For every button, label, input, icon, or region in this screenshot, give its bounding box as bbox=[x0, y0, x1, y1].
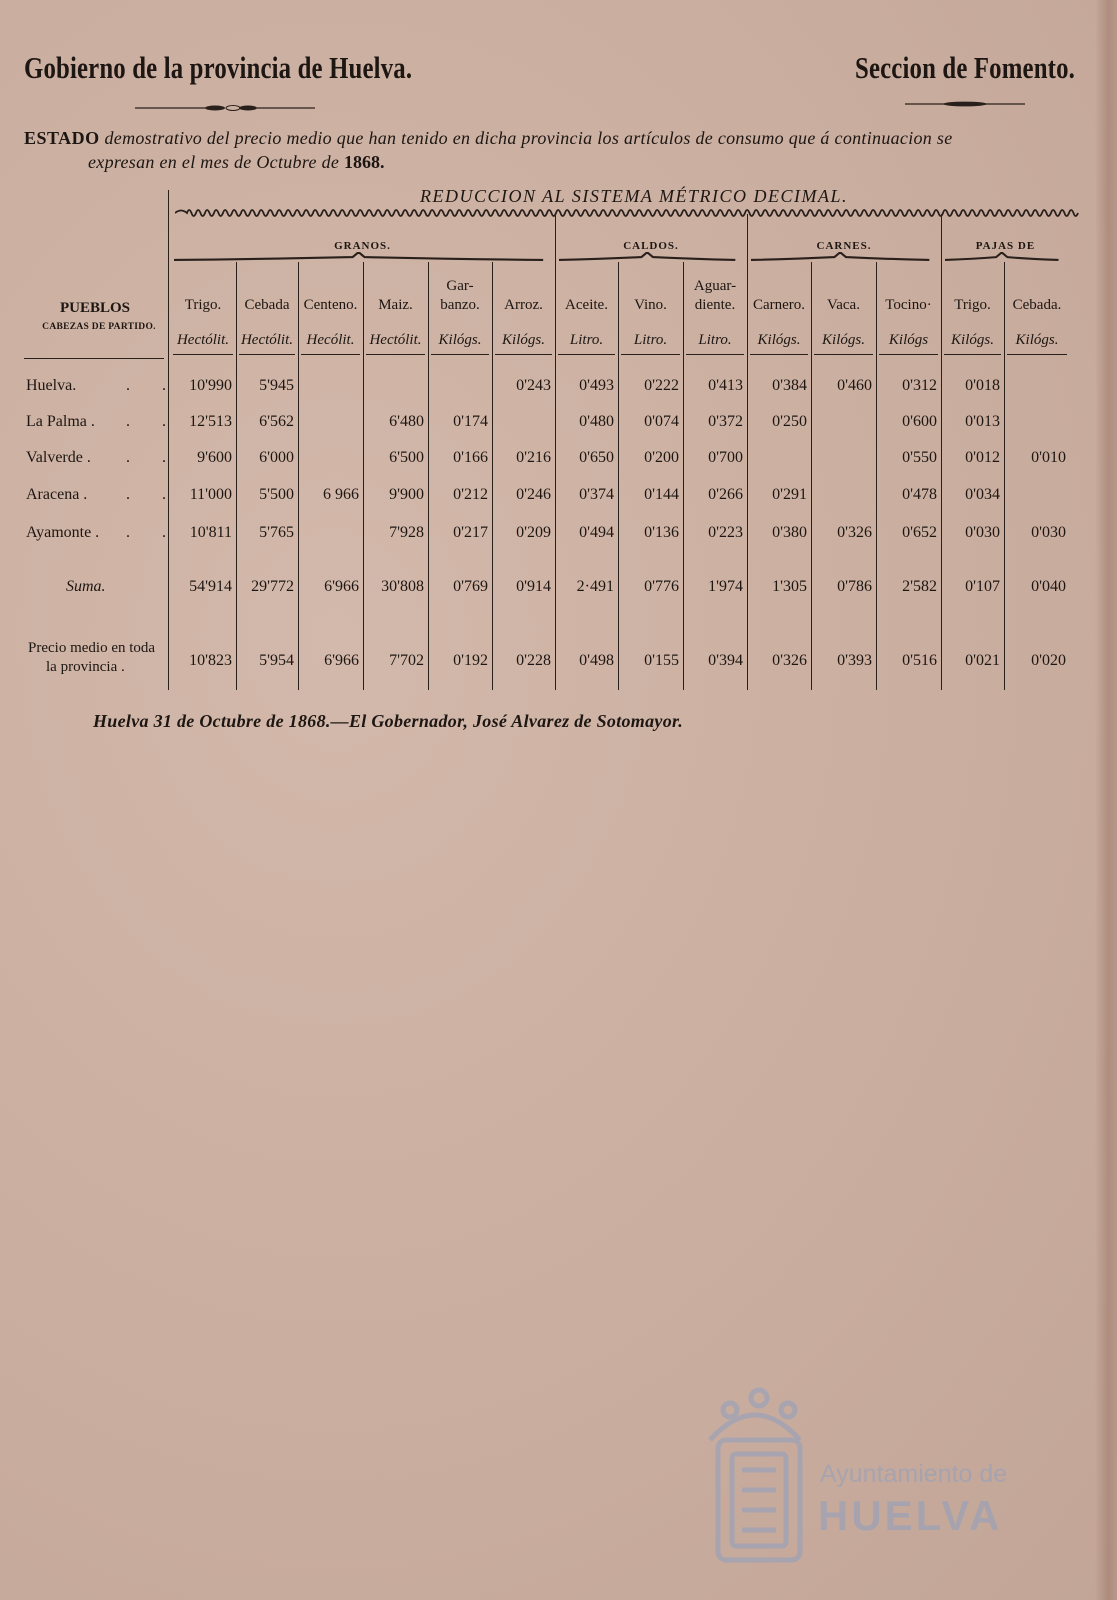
table-cell: 0'393 bbox=[837, 652, 872, 669]
table-cell: 0'243 bbox=[516, 377, 551, 394]
table-cell: 0'480 bbox=[579, 413, 614, 430]
column-header: Aguar- diente. bbox=[693, 278, 737, 313]
column-unit: Kilógs. bbox=[438, 332, 482, 348]
table-cell: 10'990 bbox=[189, 377, 232, 394]
table-cell: 2'582 bbox=[902, 578, 937, 595]
table-cell: 0'222 bbox=[644, 377, 679, 394]
row-header-title: PUEBLOS bbox=[59, 300, 131, 316]
row-label-dots: . . bbox=[126, 486, 180, 503]
table-cell: 0'200 bbox=[644, 449, 679, 466]
table-cell: 0'020 bbox=[1031, 652, 1066, 669]
row-label: Huelva. bbox=[26, 377, 77, 394]
table-cell: 0'040 bbox=[1031, 578, 1066, 595]
precio-label-line1: Precio medio en toda bbox=[28, 640, 156, 656]
column-header: Aceite. bbox=[565, 297, 608, 313]
table-cell: 0'136 bbox=[644, 524, 679, 541]
table-cell: 0'144 bbox=[644, 486, 679, 503]
column-header: Carnero. bbox=[752, 297, 806, 313]
unit-underline bbox=[621, 354, 680, 355]
table-cell: 0'266 bbox=[708, 486, 743, 503]
table-cell: 0'034 bbox=[965, 486, 1000, 503]
table-cell: 0'494 bbox=[579, 524, 614, 541]
table-cell: 7'702 bbox=[389, 652, 424, 669]
table-cell: 0'212 bbox=[453, 486, 488, 503]
signature-line: Huelva 31 de Octubre de 1868.—El Gobernador, José Alvarez de Sotomayor. bbox=[93, 711, 684, 731]
table-cell: 0'700 bbox=[708, 449, 743, 466]
unit-underline bbox=[814, 354, 873, 355]
header-right-title: Seccion de Fomento. bbox=[854, 50, 1075, 85]
group-brace bbox=[559, 252, 743, 266]
unit-underline bbox=[879, 354, 938, 355]
column-divider bbox=[1004, 262, 1005, 690]
unit-underline bbox=[301, 354, 360, 355]
table-cell: 10'811 bbox=[189, 524, 232, 541]
city-seal-watermark bbox=[690, 1370, 1030, 1580]
unit-underline bbox=[686, 354, 744, 355]
table-left-border bbox=[168, 190, 169, 690]
stamp-text-1: Ayuntamiento de bbox=[820, 1460, 1008, 1488]
row-label-dots: . . bbox=[126, 413, 180, 430]
row-label-dots: . . bbox=[126, 524, 180, 541]
table-cell: 0'018 bbox=[965, 377, 1000, 394]
table-cell: 0'223 bbox=[708, 524, 743, 541]
row-label: Aracena . bbox=[26, 486, 88, 503]
stamp-text-2: HUELVA bbox=[818, 1492, 1003, 1539]
table-cell: 5'765 bbox=[259, 524, 294, 541]
table-cell: 2·491 bbox=[576, 578, 614, 595]
table-cell: 0'030 bbox=[965, 524, 1000, 541]
table-cell: 0'030 bbox=[1031, 524, 1066, 541]
intro-paragraph bbox=[24, 126, 1094, 174]
intro-line1: demostrativo del precio medio que han tenido en dicha provincia los artículos de consumo que á continuacion se bbox=[99, 128, 953, 148]
table-cell: 6'480 bbox=[389, 413, 424, 430]
intro-lead: ESTADO bbox=[24, 128, 100, 148]
column-unit: Kilógs. bbox=[1015, 332, 1059, 348]
column-divider bbox=[876, 262, 877, 690]
column-header: Trigo. bbox=[184, 297, 222, 313]
unit-underline bbox=[944, 354, 1001, 355]
table-cell: 0'209 bbox=[516, 524, 551, 541]
table-cell: 0'291 bbox=[772, 486, 807, 503]
intro-line2 bbox=[24, 150, 1094, 174]
column-unit: Hectólit. bbox=[240, 332, 294, 348]
column-divider bbox=[363, 262, 364, 690]
table-cell: 30'808 bbox=[381, 578, 424, 595]
table-cell: 0'021 bbox=[965, 652, 1000, 669]
table-cell: 7'928 bbox=[389, 524, 424, 541]
group-divider bbox=[747, 214, 748, 690]
table-super-header: REDUCCION AL SISTEMA MÉTRICO DECIMAL. bbox=[420, 186, 849, 206]
column-unit: Kilógs. bbox=[951, 332, 994, 348]
table-cell: 0'372 bbox=[708, 413, 743, 430]
table-cell: 0'074 bbox=[644, 413, 679, 430]
table-cell: 11'000 bbox=[189, 486, 232, 503]
table-cell: 12'513 bbox=[189, 413, 232, 430]
table-cell: 10'823 bbox=[189, 652, 232, 669]
table-cell: 54'914 bbox=[189, 578, 232, 595]
column-unit: Hectólit. bbox=[176, 332, 230, 348]
table-cell: 0'550 bbox=[902, 449, 937, 466]
table-cell: 0'217 bbox=[453, 524, 488, 541]
column-header: Arroz. bbox=[504, 297, 543, 313]
table-cell: 6'500 bbox=[389, 449, 424, 466]
group-brace bbox=[751, 252, 937, 266]
table-cell: 0'394 bbox=[708, 652, 743, 669]
table-cell: 0'786 bbox=[837, 578, 872, 595]
table-cell: 0'380 bbox=[772, 524, 807, 541]
table-cell: 0'413 bbox=[708, 377, 743, 394]
unit-underline bbox=[173, 354, 233, 355]
table-cell: 0'166 bbox=[453, 449, 488, 466]
row-header-subtitle: CABEZAS DE PARTIDO. bbox=[42, 322, 156, 332]
column-header: Vino. bbox=[634, 297, 667, 313]
suma-label: Suma. bbox=[66, 578, 106, 595]
table-cell: 0'478 bbox=[902, 486, 937, 503]
group-header: GRANOS. bbox=[334, 240, 391, 252]
column-header: Trigo. bbox=[954, 297, 991, 313]
column-divider bbox=[811, 262, 812, 690]
table-cell: 5'945 bbox=[259, 377, 294, 394]
unit-underline bbox=[1007, 354, 1067, 355]
intro-line2-text: expresan en el mes de Octubre de bbox=[88, 152, 344, 172]
column-header: Maiz. bbox=[378, 297, 413, 313]
column-header: Cebada bbox=[244, 297, 290, 313]
table-cell: 0'013 bbox=[965, 413, 1000, 430]
table-cell: 0'155 bbox=[644, 652, 679, 669]
table-cell: 0'216 bbox=[516, 449, 551, 466]
column-unit: Litro. bbox=[569, 332, 604, 348]
row-header-underline bbox=[24, 358, 164, 359]
column-unit: Hecólit. bbox=[306, 332, 355, 348]
group-header: CARNES. bbox=[816, 240, 872, 252]
column-divider bbox=[683, 262, 684, 690]
unit-underline bbox=[366, 354, 425, 355]
table-cell: 0'246 bbox=[516, 486, 551, 503]
table-cell: 0'493 bbox=[579, 377, 614, 394]
unit-underline bbox=[431, 354, 489, 355]
column-header: Gar- banzo. bbox=[440, 278, 480, 313]
table-cell: 1'305 bbox=[772, 578, 807, 595]
table-cell: 0'460 bbox=[837, 377, 872, 394]
group-brace bbox=[945, 252, 1066, 266]
table-cell: 0'192 bbox=[453, 652, 488, 669]
table-cell: 5'954 bbox=[259, 652, 294, 669]
row-label-dots: . . bbox=[126, 377, 180, 394]
column-unit: Litro. bbox=[698, 332, 732, 348]
table-cell: 6'966 bbox=[324, 578, 359, 595]
table-cell: 0'769 bbox=[453, 578, 488, 595]
table-cell: 29'772 bbox=[251, 578, 294, 595]
table-cell: 5'500 bbox=[259, 486, 294, 503]
decorative-rule-right bbox=[905, 101, 1025, 107]
decorative-rule-left bbox=[135, 104, 315, 112]
column-unit: Kilógs bbox=[888, 332, 929, 348]
table-cell: 6 966 bbox=[323, 486, 359, 503]
table-cell: 0'498 bbox=[579, 652, 614, 669]
intro-year: 1868. bbox=[343, 152, 385, 172]
column-divider bbox=[236, 262, 237, 690]
unit-underline bbox=[239, 354, 295, 355]
column-unit: Litro. bbox=[633, 332, 668, 348]
table-cell: 0'914 bbox=[516, 578, 551, 595]
unit-underline bbox=[750, 354, 808, 355]
table-cell: 0'228 bbox=[516, 652, 551, 669]
header-left-title: Gobierno de la provincia de Huelva. bbox=[24, 50, 413, 85]
table-cell: 1'974 bbox=[708, 578, 743, 595]
table-cell: 0'650 bbox=[579, 449, 614, 466]
column-unit: Kilógs. bbox=[822, 332, 865, 348]
table-cell: 0'652 bbox=[902, 524, 937, 541]
table-cell: 9'600 bbox=[197, 449, 232, 466]
table-cell: 0'174 bbox=[453, 413, 488, 430]
table-cell: 0'312 bbox=[902, 377, 937, 394]
table-cell: 0'250 bbox=[772, 413, 807, 430]
table-cell: 0'012 bbox=[965, 449, 1000, 466]
table-cell: 0'600 bbox=[902, 413, 937, 430]
column-unit: Hectólit. bbox=[369, 332, 422, 348]
table-cell: 0'326 bbox=[772, 652, 807, 669]
table-cell: 0'010 bbox=[1031, 449, 1066, 466]
table-cell: 0'384 bbox=[772, 377, 807, 394]
column-unit: Kilógs. bbox=[757, 332, 801, 348]
row-label: Valverde . bbox=[26, 449, 91, 466]
column-divider bbox=[428, 262, 429, 690]
group-header: CALDOS. bbox=[623, 240, 679, 252]
table-cell: 6'000 bbox=[259, 449, 294, 466]
column-unit: Kilógs. bbox=[502, 332, 545, 348]
column-header: Centeno. bbox=[303, 297, 358, 313]
row-label: La Palma . bbox=[26, 413, 95, 430]
table-cell: 0'107 bbox=[965, 578, 1000, 595]
table-cell: 0'374 bbox=[579, 486, 614, 503]
table-cell: 6'966 bbox=[324, 652, 359, 669]
precio-label-line2: la provincia . bbox=[46, 659, 125, 675]
row-label-dots: . . bbox=[126, 449, 180, 466]
column-divider bbox=[492, 262, 493, 690]
table-cell: 0'326 bbox=[837, 524, 872, 541]
table-cell: 9'900 bbox=[389, 486, 424, 503]
unit-underline bbox=[495, 354, 552, 355]
table-cell: 6'562 bbox=[259, 413, 294, 430]
column-header: Cebada. bbox=[1012, 297, 1062, 313]
ornamental-border bbox=[175, 206, 1087, 220]
row-label: Ayamonte . bbox=[26, 524, 100, 541]
paper-edge bbox=[1095, 0, 1117, 1600]
column-header: Vaca. bbox=[827, 297, 860, 313]
column-divider bbox=[298, 262, 299, 690]
group-header: PAJAS DE bbox=[975, 240, 1036, 252]
unit-underline bbox=[558, 354, 615, 355]
table-cell: 0'776 bbox=[644, 578, 679, 595]
column-divider bbox=[618, 262, 619, 690]
column-header: Tocino· bbox=[885, 297, 932, 313]
table-cell: 0'516 bbox=[902, 652, 937, 669]
